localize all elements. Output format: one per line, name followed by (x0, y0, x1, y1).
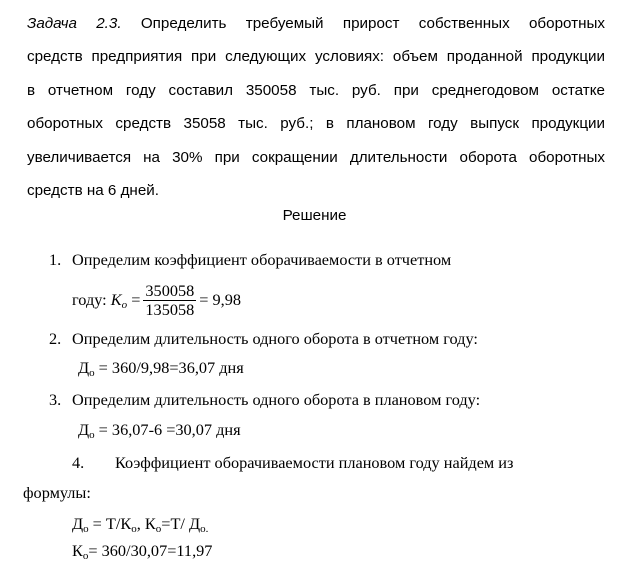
step-1-result: = 9,98 (199, 290, 241, 309)
fraction-numerator: 350058 (145, 280, 195, 300)
step-1-text: Определим коэффициент оборачиваемости в отчетном (72, 250, 452, 269)
task-line-5: увеличивается на 30% при сокращении длительности оборота оборотных (27, 148, 605, 166)
step-2-formula: $Д_о = 360/9,98=36,07$ дня (78, 358, 244, 379)
step-4-cont: формулы: (23, 483, 91, 502)
task-line-2: средств предприятия при следующих условиях: объем проданной продукции (27, 48, 605, 66)
step-4-formula-2: $К_о= 360/30,07=11,97$ (72, 541, 213, 562)
step-4-number: 4. (72, 453, 85, 472)
step-3-formula: $Д_о = 36,07-6 =30,07$ дня (78, 420, 241, 441)
step-3-number: 3. (49, 390, 62, 409)
fraction-denominator: 135058 (145, 299, 195, 319)
task-line-6: средств на 6 дней. (27, 182, 159, 200)
step-2-number: 2. (49, 329, 62, 348)
fraction (143, 282, 196, 319)
step-4-formula-1: $Д_о = Т/К_о$, $К_о=Т/$ $Д_{о.}$ (72, 514, 209, 535)
coefficient-symbol: K (110, 289, 122, 309)
step-1-formula: году: $K_o$ = $\frac{350058}{135058}$ = 9,98 (72, 280, 241, 319)
step-2-text: Определим длительность одного оборота в отчетном году: (72, 329, 478, 348)
step-1-number: 1. (49, 250, 62, 269)
step-3-text: Определим длительность одного оборота в плановом году: (72, 390, 481, 409)
step-4-text: Коэффициент оборачиваемости плановом году найдем из (115, 453, 514, 472)
task-label: Задача 2.3. (27, 15, 122, 32)
task-line-3: в отчетном году составил 350058 тыс. руб. при среднегодовом остатке (27, 81, 605, 99)
task-line-4: оборотных средств 35058 тыс. руб.; в плановом году выпуск продукции (27, 115, 605, 133)
solution-heading: Решение (282, 207, 347, 224)
task-line-1: Задача 2.3. Определить требуемый прирост собственных оборотных (27, 15, 605, 32)
step-1-cont: году: (72, 290, 107, 309)
task-statement (27, 7, 605, 207)
